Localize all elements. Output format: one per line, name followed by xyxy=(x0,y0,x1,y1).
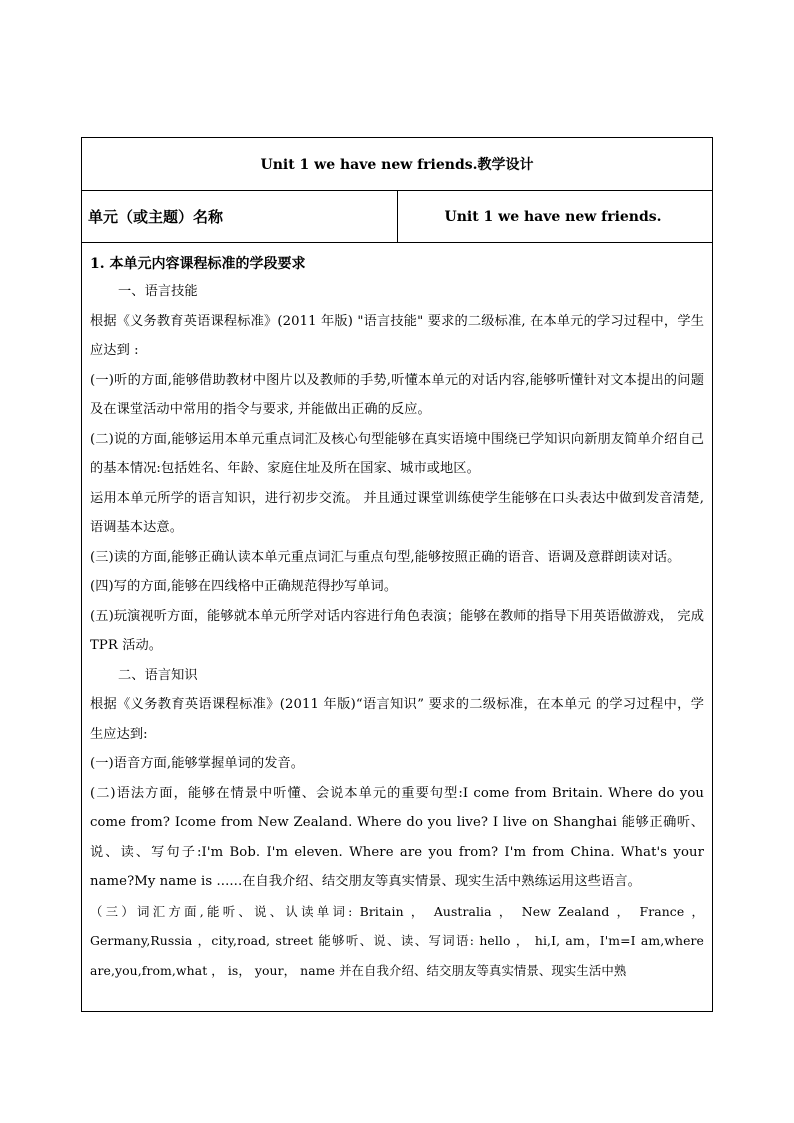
lesson-plan-table xyxy=(81,137,713,1012)
section-title: 1. 本单元内容课程标准的学段要求 xyxy=(90,256,306,272)
paragraph: 根据《义务教育英语课程标准》(2011 年版) "语言技能" 要求的二级标准, 在本单元的学习过程中，学生应达到 : xyxy=(90,313,704,358)
paragraph: (三)读的方面,能够正确认读本单元重点词汇与重点句型,能够按照正确的语音、语调及意群朗读对话。 xyxy=(90,549,681,565)
paragraph: 根据《义务教育英语课程标准》(2011 年版)“语言知识” 要求的二级标准，在本单元 的学习过程中，学生应达到: xyxy=(90,697,704,742)
content-cell xyxy=(82,243,713,1012)
content-row xyxy=(82,243,713,1012)
paragraph: (五)玩演视听方面，能够就本单元所学对话内容进行角色表演；能够在教师的指导下用英语做游戏， 完成 TPR 活动。 xyxy=(90,608,704,653)
unit-name-row xyxy=(82,191,713,243)
subheading-language-skills: 一、语言技能 xyxy=(118,284,198,299)
paragraph: (二)说的方面,能够运用本单元重点词汇及核心句型能够在真实语境中围绕已学知识向新朋友简单介绍自己的基本情况:包括姓名、年龄、家庭住址及所在国家、城市或地区。 xyxy=(90,431,704,476)
unit-name-label: 单元（或主题）名称 xyxy=(82,191,398,243)
title-row xyxy=(82,138,713,191)
subheading-language-knowledge: 二、语言知识 xyxy=(118,667,198,683)
paragraph: （三）词汇方面,能听、说、认读单词: Britain ， Australia ， New Zealand ， France ，Germany,Russia ，city,road, street 能够听、说、读、写词语: hello ， hi,I, am，I'm=I am,where are,you,from,what ， is， your， name 并在自我介绍、结交朋友等真实情景、现实生活中熟 xyxy=(90,903,704,978)
paragraph: (二)语法方面，能够在情景中听懂、会说本单元的重要句型:I come from Britain. Where do you come from? Icome from New Zealand. Where do you live? I live on Shanghai 能够正确听、说、读、写句子:I'm Bob. I'm eleven. Where are you from? I'm from China. What's your name?My name is ......在自我介绍、结交朋友等真实情景、现实生活中熟练运用这些语言。 xyxy=(90,785,704,889)
document-title: Unit 1 we have new friends.教学设计 xyxy=(82,138,713,191)
paragraph: (四)写的方面,能够在四线格中正确规范得抄写单词。 xyxy=(90,579,398,594)
paragraph: (一)语音方面,能够掌握单词的发音。 xyxy=(90,756,305,771)
unit-name-value: Unit 1 we have new friends. xyxy=(397,191,713,243)
paragraph: 运用本单元所学的语言知识，进行初步交流。 并且通过课堂训练使学生能够在口头表达中做到发音清楚, 语调基本达意。 xyxy=(90,490,704,535)
paragraph: (一)听的方面,能够借助教材中图片以及教师的手势,听懂本单元的对话内容,能够听懂针对文本提出的问题及在课堂活动中常用的指令与要求, 并能做出正确的反应。 xyxy=(90,372,704,417)
